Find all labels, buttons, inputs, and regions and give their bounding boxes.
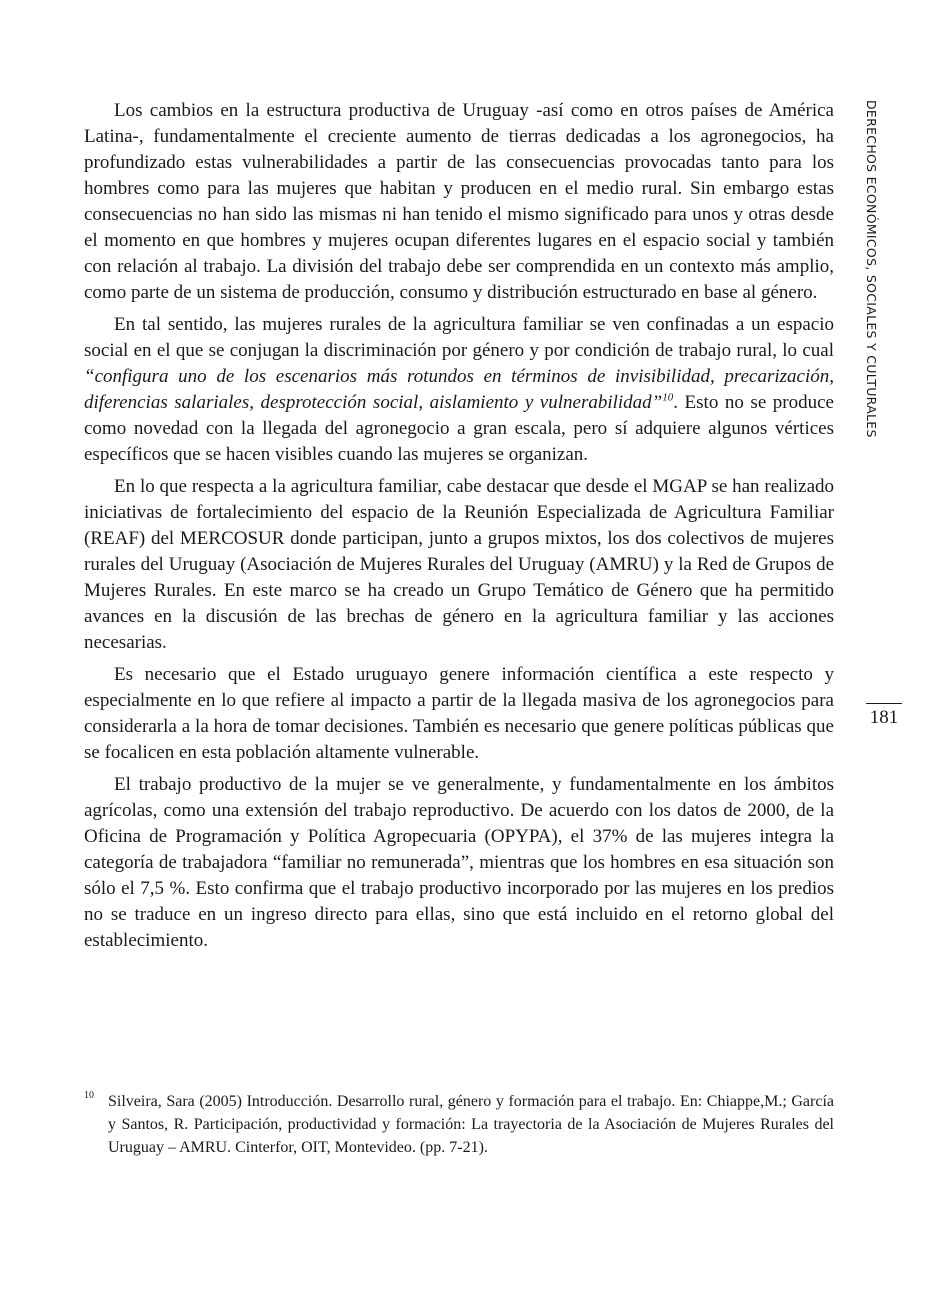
paragraph-2-text-b: . Esto no se produce como novedad con la llegada del agronegocio a gran escala, pero sí adquiere algunos vértices específicos que se hacen visibles cuando las mujeres se organizan. xyxy=(84,392,834,465)
paragraph-2 xyxy=(84,312,834,468)
page-number: 181 xyxy=(869,707,899,728)
paragraph-2-quote: “configura uno de los escenarios más rotundos en términos de invisibilidad, precarización, diferencias salariales, desprotección social, aislamiento y vulnerabilidad” xyxy=(84,366,834,413)
main-text xyxy=(84,98,834,960)
page-number-rule xyxy=(866,703,902,704)
footnote xyxy=(84,1090,834,1159)
paragraph-5: El trabajo productivo de la mujer se ve generalmente, y fundamentalmente en los ámbitos agrícolas, como una extensión del trabajo reproductivo. De acuerdo con los datos de 2000, de la Oficina de Programación y Política Agropecuaria (OPYPA), el 37% de las mujeres integra la categoría de trabajadora “familiar no remunerada”, mientras que los hombres en esa situación son sólo el 7,5 %. Esto confirma que el trabajo productivo incorporado por las mujeres en los predios no se traduce en un ingreso directo para ellas, sino que está incluido en el retorno global del establecimiento. xyxy=(84,774,834,951)
running-section-title: DERECHOS ECONÓMICOS, SOCIALES Y CULTURALES xyxy=(864,100,879,438)
paragraph-1: Los cambios en la estructura productiva de Uruguay -así como en otros países de América Latina-, fundamentalmente el creciente aumento de tierras dedicadas a los agronegocios, ha profundizado estas vulnerabilidades a partir de las consecuencias provocadas tanto para los hombres como para las mujeres que habitan y producen en el medio rural. Sin embargo estas consecuencias no han sido las mismas ni han tenido el mismo significado para unos y otras desde el momento en que hombres y mujeres ocupan diferentes lugares en el espacio social y también con relación al trabajo. La división del trabajo debe ser comprendida en un contexto más amplio, como parte de un sistema de producción, consumo y distribución estructurado en base al género. xyxy=(84,100,834,303)
footnote-text: Silveira, Sara (2005) Introducción. Desarrollo rural, género y formación para el trabajo. En: Chiappe,M.; García y Santos, R. Participación, productividad y formación: La trayectoria de la Asociación de Mujeres Rurales del Uruguay – AMRU. Cinterfor, OIT, Montevideo. (pp. 7-21). xyxy=(108,1093,834,1156)
paragraph-2-text-a: En tal sentido, las mujeres rurales de la agricultura familiar se ven confinadas a un espacio social en el que se conjugan la discriminación por género y por condición de trabajo rural, lo cual xyxy=(84,314,834,361)
footnote-marker: 10 xyxy=(84,1090,94,1101)
footnote-reference[interactable]: 10 xyxy=(662,391,674,404)
paragraph-3: En lo que respecta a la agricultura familiar, cabe destacar que desde el MGAP se han realizado iniciativas de fortalecimiento del espacio de la Reunión Especializada de Agricultura Familiar (REAF) del MERCOSUR donde participan, junto a grupos mixtos, los dos colectivos de mujeres rurales del Uruguay (Asociación de Mujeres Rurales del Uruguay (AMRU) y la Red de Grupos de Mujeres Rurales. En este marco se ha creado un Grupo Temático de Género que ha permitido avances en la discusión de las brechas de género en la agricultura familiar y las acciones necesarias. xyxy=(84,476,834,653)
paragraph-4: Es necesario que el Estado uruguayo genere información científica a este respecto y especialmente en lo que refiere al impacto a partir de la llegada masiva de los agronegocios para considerarla a la hora de tomar decisiones. También es necesario que genere políticas públicas que se focalicen en esta población altamente vulnerable. xyxy=(84,664,834,763)
